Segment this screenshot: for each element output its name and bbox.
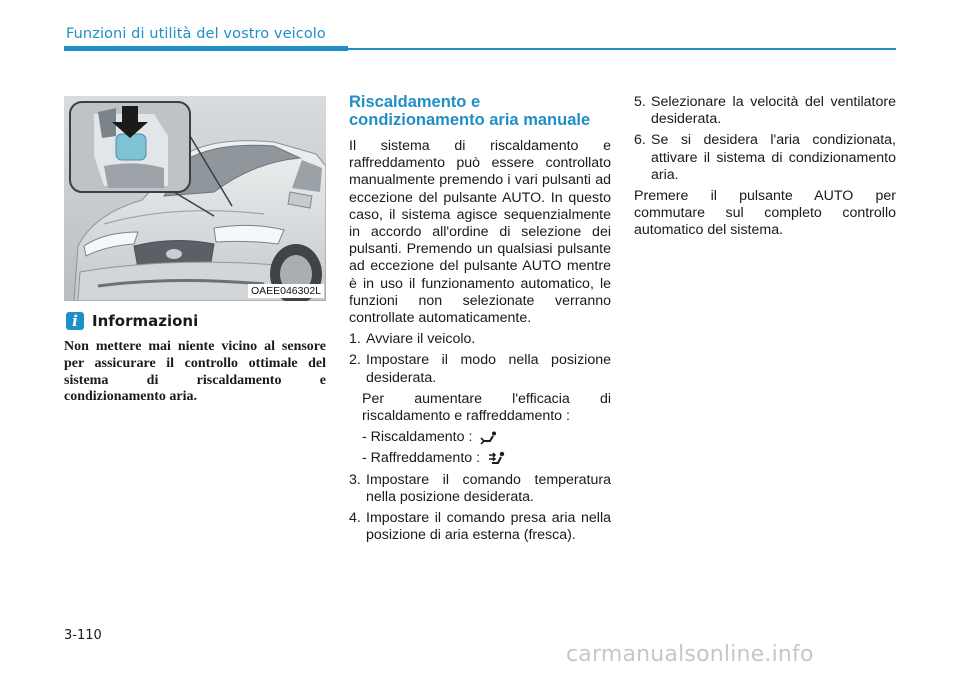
watermark: carmanualsonline.info (566, 642, 814, 667)
list-item: 3. Impostare il comando temperatura nella posizione desiderata. (349, 471, 611, 505)
car-illustration (64, 96, 326, 301)
closing-paragraph: Premere il pulsante AUTO per commutare sul completo controllo automatico del sistema. (634, 188, 896, 239)
figure-code: OAEE046302L (248, 284, 324, 298)
info-icon: i (66, 312, 84, 330)
cooling-line: - Raffreddamento : (349, 450, 611, 467)
header-rule-thin (348, 48, 896, 50)
list-item: 1. Avviare il veicolo. (349, 331, 476, 348)
section-title: Riscaldamento e condizionamento aria manuale (349, 93, 591, 129)
list-item: 6. Se si desidera l'aria condizionata, attivare il sistema di condizionamento aria. (634, 132, 896, 183)
car-sensor-figure (64, 96, 326, 301)
chapter-title: Funzioni di utilità del vostro veicolo (66, 26, 326, 42)
page-number: 3-110 (64, 628, 102, 643)
intro-paragraph: Il sistema di riscaldamento e raffreddamento può essere controllato manualmente premendo i vari pulsanti ad eccezione del pulsante AUTO. In questo caso, il sistema agisce sequenzialmente in accordo all'ordine di selezione dei pulsanti. Premendo un qualsiasi pulsante ad eccezione del pulsante AUTO mentre è in uso il funzionamento automatico, le funzioni non selezionate verranno controllate automaticamente. (349, 138, 611, 327)
face-vent-icon (488, 451, 506, 467)
text-column-middle (349, 94, 611, 548)
list-item: 4. Impostare il comando presa aria nella posizione di aria esterna (fresca). (349, 510, 611, 544)
list-item: 5. Selezionare la velocità del ventilatore desiderata. (634, 94, 896, 128)
step-note: Per aumentare l'efficacia di riscaldamento e raffreddamento : (362, 390, 611, 425)
info-title: Informazioni (92, 312, 199, 330)
list-item: 2. Impostare il modo nella posizione desiderata. (349, 352, 611, 386)
heating-line: - Riscaldamento : (349, 429, 611, 446)
floor-vent-icon (480, 431, 498, 445)
info-header (66, 312, 198, 330)
text-column-right (634, 94, 896, 244)
info-text: Non mettere mai niente vicino al sensore per assicurare il controllo ottimale del sistema di riscaldamento e condizionamento aria. (64, 339, 326, 405)
header-rule-thick (64, 46, 348, 51)
